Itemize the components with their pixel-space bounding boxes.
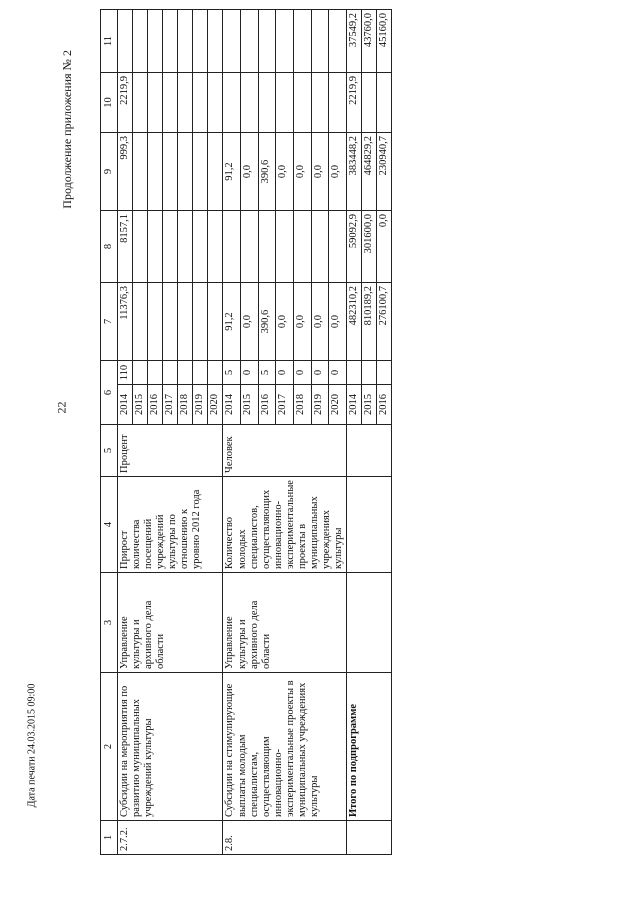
- year-cell: 2019: [193, 385, 208, 425]
- federal-funds: 59092,9: [347, 211, 362, 283]
- header-row: [101, 10, 118, 855]
- year-cell: 2015: [241, 385, 259, 425]
- year-cell: 2015: [133, 385, 148, 425]
- regional-funds: 0,0: [241, 133, 259, 211]
- local-funds: 2219,9: [118, 73, 133, 133]
- page-number: 22: [54, 401, 69, 414]
- print-date: Дата печати 24.03.2015 09:00: [26, 683, 38, 808]
- unit: Человек: [223, 425, 347, 477]
- indicator: Прирост количества посещений учреждений культуры по отношению к уровню 2012 года: [118, 477, 223, 573]
- federal-funds: 8157,1: [118, 211, 133, 283]
- local-funds: [377, 73, 392, 133]
- other-funds: [118, 10, 133, 73]
- appendix-table-container: [60, 13, 610, 855]
- other-funds: [223, 10, 241, 73]
- indicator-value: 0: [276, 361, 294, 385]
- total-funds: 11376,3: [118, 283, 133, 361]
- regional-funds: 0,0: [329, 133, 347, 211]
- year-cell: 2015: [362, 385, 377, 425]
- total-funds: 0,0: [276, 283, 294, 361]
- federal-funds: [223, 211, 241, 283]
- other-funds: 45160,0: [377, 10, 392, 73]
- total-funds: 0,0: [329, 283, 347, 361]
- col-header: 10: [101, 73, 118, 133]
- row-number: 2.8.: [223, 821, 347, 855]
- local-funds: 2219,9: [347, 73, 362, 133]
- total-funds: 482310,2: [347, 283, 362, 361]
- regional-funds: 390,6: [258, 133, 276, 211]
- federal-funds: 301600,0: [362, 211, 377, 283]
- year-cell: 2014: [347, 385, 362, 425]
- table-row: [118, 10, 133, 855]
- year-cell: 2014: [223, 385, 241, 425]
- regional-funds: 383448,2: [347, 133, 362, 211]
- regional-funds: 0,0: [311, 133, 329, 211]
- total-funds: 276100,7: [377, 283, 392, 361]
- col-header: 11: [101, 10, 118, 73]
- indicator-value: 110: [118, 361, 133, 385]
- col-header: 1: [101, 821, 118, 855]
- year-cell: 2018: [178, 385, 193, 425]
- indicator: Количество молодых специалистов, осуществляющих инновационно-экспериментальные проекты в муниципальных учреждениях культуры: [223, 477, 347, 573]
- year-cell: 2017: [276, 385, 294, 425]
- regional-funds: 91,2: [223, 133, 241, 211]
- year-cell: 2017: [163, 385, 178, 425]
- indicator-value: 0: [311, 361, 329, 385]
- other-funds: 43760,0: [362, 10, 377, 73]
- indicator-value: 0: [329, 361, 347, 385]
- federal-funds: 0,0: [377, 211, 392, 283]
- year-cell: 2014: [118, 385, 133, 425]
- total-label: Итого по подпрограмме: [347, 673, 392, 821]
- indicator-value: 5: [223, 361, 241, 385]
- total-funds: 0,0: [294, 283, 312, 361]
- regional-funds: 0,0: [276, 133, 294, 211]
- measure-name: Субсидии на мероприятия по развитию муниципальных учреждений культуры: [118, 673, 223, 821]
- year-cell: 2018: [294, 385, 312, 425]
- col-header: 8: [101, 211, 118, 283]
- table-row: [223, 10, 241, 855]
- col-header: 5: [101, 425, 118, 477]
- local-funds: [362, 73, 377, 133]
- executor: Управление культуры и архивного дела области: [223, 573, 347, 673]
- col-header: 7: [101, 283, 118, 361]
- local-funds: [223, 73, 241, 133]
- year-cell: 2020: [329, 385, 347, 425]
- year-cell: 2016: [377, 385, 392, 425]
- col-header: 3: [101, 573, 118, 673]
- appendix-table: [100, 9, 392, 855]
- regional-funds: 464829,2: [362, 133, 377, 211]
- regional-funds: 999,3: [118, 133, 133, 211]
- indicator-value: 0: [294, 361, 312, 385]
- unit: Процент: [118, 425, 223, 477]
- caption: Продолжение приложения № 2: [60, 50, 74, 209]
- row-number: 2.7.2.: [118, 821, 223, 855]
- indicator-value: 0: [241, 361, 259, 385]
- total-funds: 91,2: [223, 283, 241, 361]
- year-cell: 2016: [148, 385, 163, 425]
- total-funds: 0,0: [311, 283, 329, 361]
- measure-name: Субсидии на стимулирующие выплаты молодым специалистам, осуществляющим инновационно-экспериментальные проекты в муниципальных учреждениях культуры: [223, 673, 347, 821]
- total-funds: 0,0: [241, 283, 259, 361]
- col-header: 6: [101, 361, 118, 425]
- total-funds: 390,6: [258, 283, 276, 361]
- year-cell: 2016: [258, 385, 276, 425]
- total-row: [347, 10, 362, 855]
- other-funds: 37549,2: [347, 10, 362, 73]
- col-header: 9: [101, 133, 118, 211]
- indicator-value: 5: [258, 361, 276, 385]
- col-header: 2: [101, 673, 118, 821]
- year-cell: 2020: [208, 385, 223, 425]
- executor: Управление культуры и архивного дела области: [118, 573, 223, 673]
- year-cell: 2019: [311, 385, 329, 425]
- regional-funds: 230940,7: [377, 133, 392, 211]
- row-number: [347, 821, 392, 855]
- col-header: 4: [101, 477, 118, 573]
- regional-funds: 0,0: [294, 133, 312, 211]
- total-funds: 810189,2: [362, 283, 377, 361]
